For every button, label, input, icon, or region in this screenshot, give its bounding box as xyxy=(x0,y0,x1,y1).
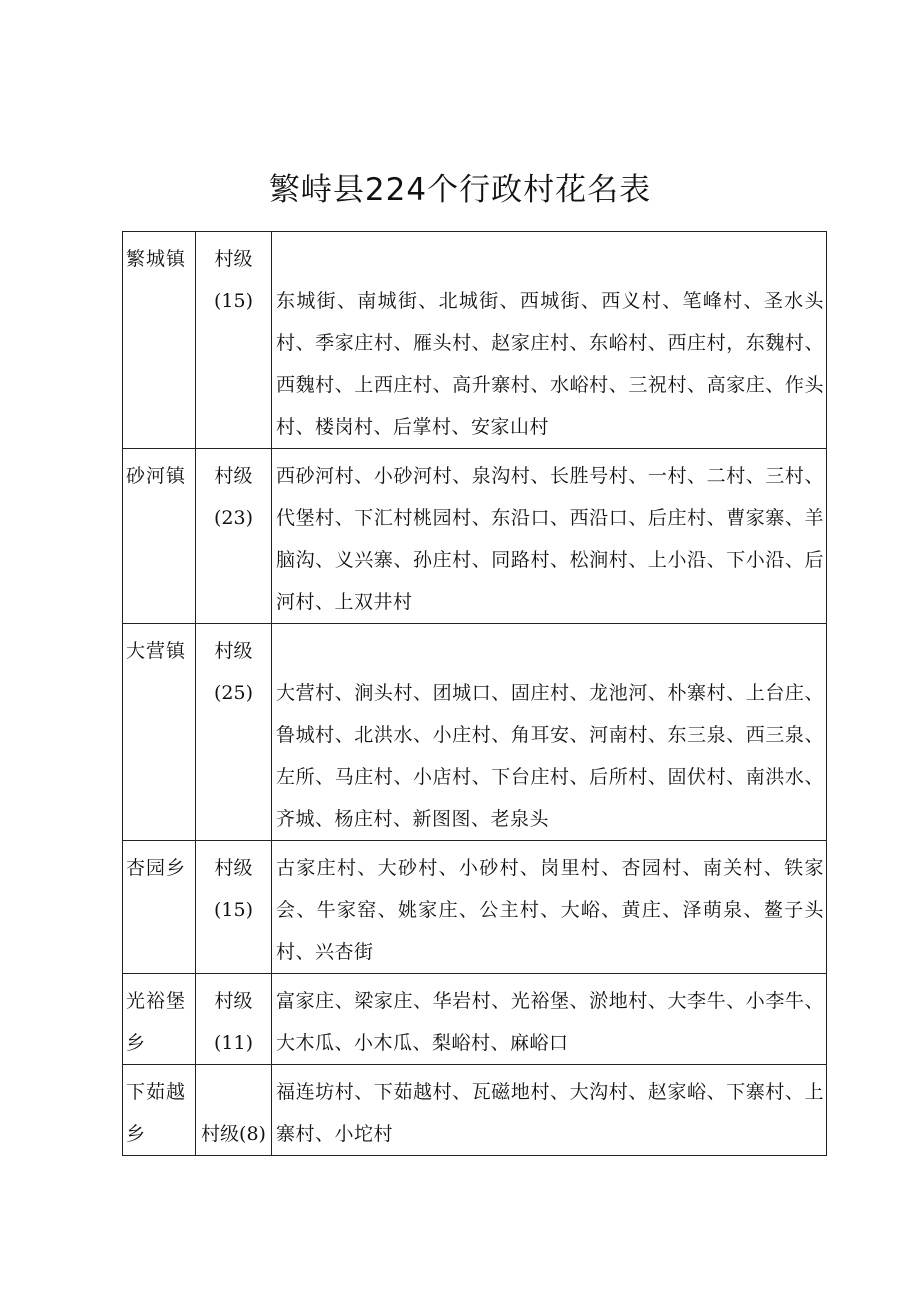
town-name: 砂河镇 xyxy=(123,449,196,624)
table-row xyxy=(123,1065,827,1156)
level-label: 村级 xyxy=(214,640,253,662)
level-label: 村级 xyxy=(214,857,253,879)
level-label: 村级 xyxy=(214,248,253,270)
level-label: 村级 xyxy=(214,990,253,1012)
town-name: 光裕堡乡 xyxy=(123,974,196,1065)
town-name: 下茹越乡 xyxy=(123,1065,196,1156)
village-count: (23) xyxy=(213,507,253,529)
village-list: 西砂河村、小砂河村、泉沟村、长胜号村、一村、二村、三村、代堡村、下汇村桃园村、东沿口、西沿口、后庄村、曹家寨、羊脑沟、义兴寨、孙庄村、同路村、松涧村、上小沿、下小沿、后河村、上双井村 xyxy=(272,449,827,624)
village-list: 东城街、南城街、北城街、西城街、西义村、笔峰村、圣水头村、季家庄村、雁头村、赵家庄村、东峪村、西庄村，东魏村、西魏村、上西庄村、高升寨村、水峪村、三祝村、高家庄、作头村、楼岗村、后掌村、安家山村 xyxy=(272,232,827,449)
level-label: 村级 xyxy=(214,465,253,487)
village-list: 富家庄、梁家庄、华岩村、光裕堡、淤地村、大李牛、小李牛、大木瓜、小木瓜、梨峪村、麻峪口 xyxy=(272,974,827,1065)
town-name: 杏园乡 xyxy=(123,841,196,974)
town-name: 大营镇 xyxy=(123,624,196,841)
village-count: (8) xyxy=(239,1123,266,1145)
table-row xyxy=(123,624,827,841)
level-label: 村级 xyxy=(201,1123,240,1145)
table-row xyxy=(123,232,827,449)
level-and-count xyxy=(196,1113,271,1155)
village-level-cell xyxy=(196,624,272,841)
village-level-cell xyxy=(196,1065,272,1156)
village-count: (11) xyxy=(213,1032,253,1054)
table-row xyxy=(123,974,827,1065)
document-title: 繁峙县224个行政村花名表 xyxy=(268,172,652,208)
table-row xyxy=(123,449,827,624)
table-row xyxy=(123,841,827,974)
village-level-cell xyxy=(196,841,272,974)
village-count: (25) xyxy=(213,682,253,704)
village-level-cell xyxy=(196,974,272,1065)
village-count: (15) xyxy=(213,899,253,921)
village-list: 古家庄村、大砂村、小砂村、岗里村、杏园村、南关村、铁家会、牛家窑、姚家庄、公主村、大峪、黄庄、泽萌泉、鳌子头村、兴杏街 xyxy=(272,841,827,974)
village-list: 大营村、涧头村、团城口、固庄村、龙池河、朴寨村、上台庄、鲁城村、北洪水、小庄村、角耳安、河南村、东三泉、西三泉、左所、马庄村、小店村、下台庄村、后所村、固伏村、南洪水、齐城、杨庄村、新图图、老泉头 xyxy=(272,624,827,841)
village-roster-table xyxy=(122,231,827,1156)
village-count: (15) xyxy=(213,290,253,312)
village-list: 福连坊村、下茹越村、瓦磁地村、大沟村、赵家峪、下寨村、上寨村、小坨村 xyxy=(272,1065,827,1156)
village-level-cell xyxy=(196,232,272,449)
town-name: 繁城镇 xyxy=(123,232,196,449)
village-level-cell xyxy=(196,449,272,624)
